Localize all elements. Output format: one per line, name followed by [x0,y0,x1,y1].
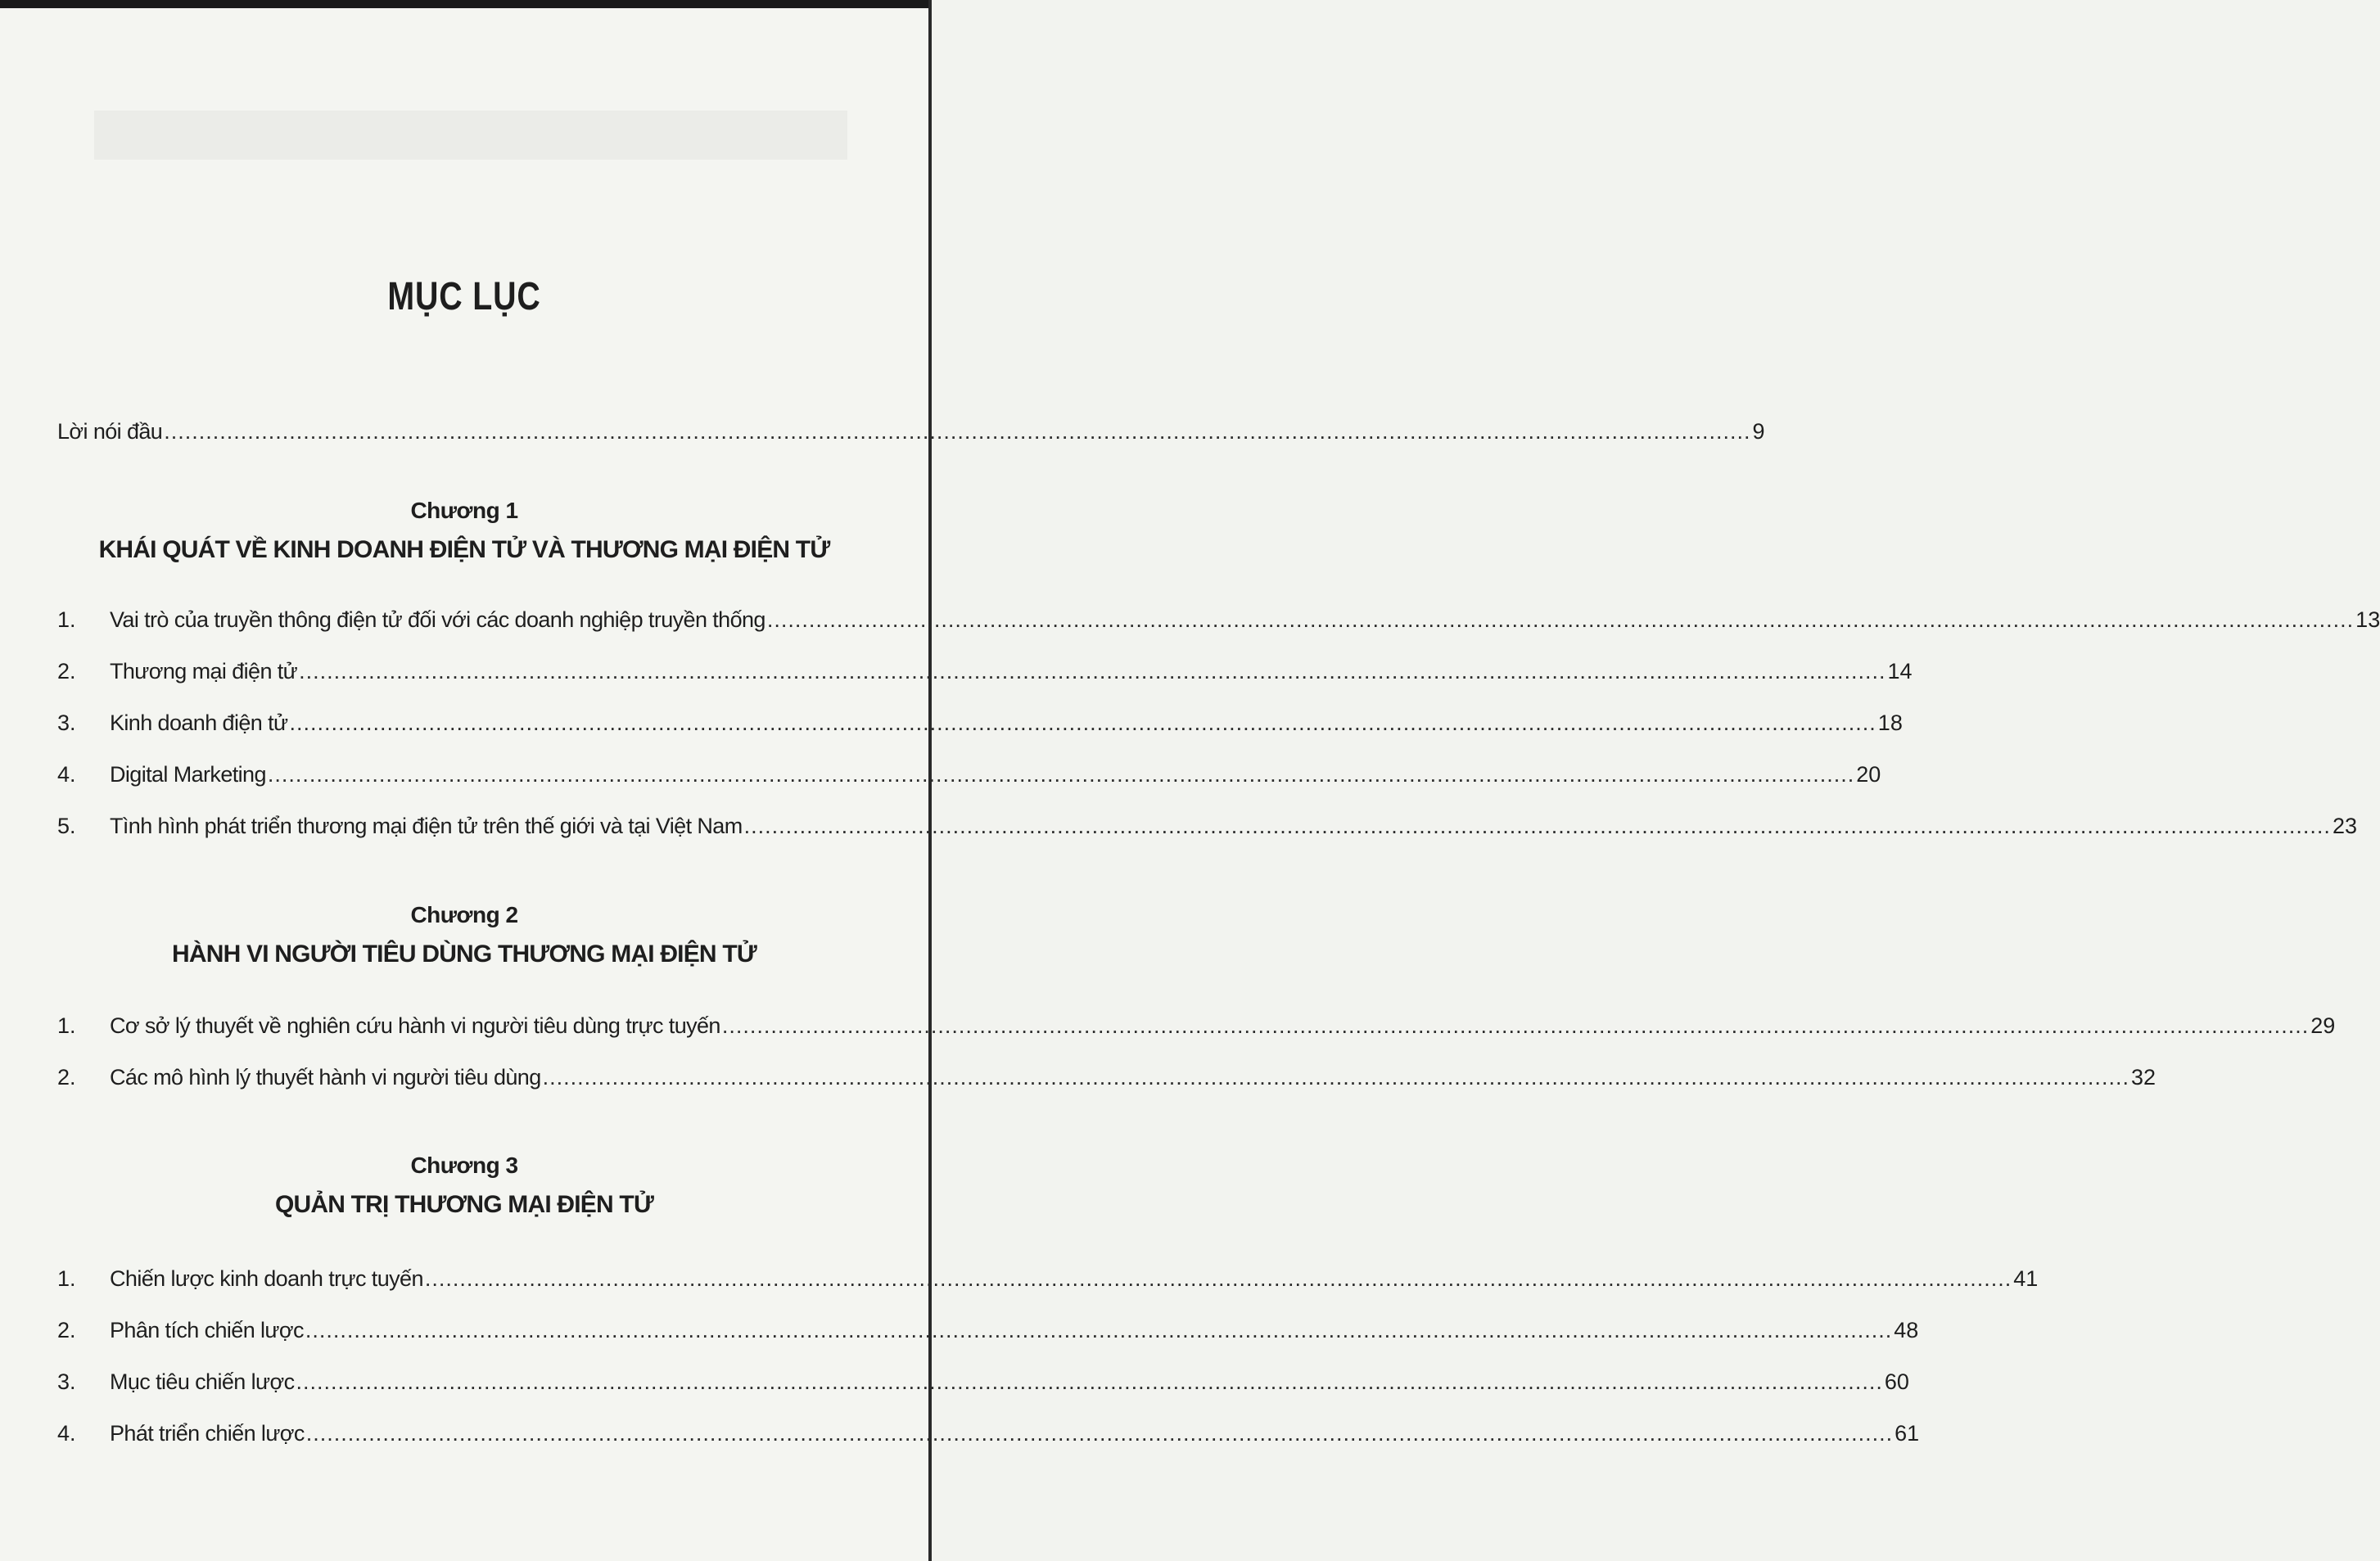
toc-entry-preface[interactable] [57,417,1765,445]
toc-entry-label: Tình hình phát triển thương mại điện tử trên thế giới và tại Việt Nam [110,814,743,838]
toc-entry-page: 23 [2332,814,2357,838]
toc-entry-page: 29 [2310,1013,2336,1038]
leader-dots: .................................................................................................................................................................................................................................... [289,711,1876,735]
toc-entry-label: Vai trò của truyền thông điện tử đối với các doanh nghiệp truyền thống [110,607,765,632]
toc-entry-label: Phát triển chiến lược [110,1421,305,1446]
leader-dots: .................................................................................................................................................................................................................................... [299,659,1886,684]
page-top-edge [0,0,932,8]
toc-entry-number: 2. [57,1065,76,1090]
book-page [0,8,2380,1561]
toc-entry-label: Cơ sở lý thuyết về nghiên cứu hành vi người tiêu dùng trực tuyến [110,1013,720,1038]
leader-dots: .................................................................................................................................................................................................................................... [424,1266,2012,1291]
toc-entry-number: 5. [57,814,76,838]
toc-entry[interactable] [57,1419,1920,1447]
toc-entry-number: 1. [57,1013,76,1038]
chapter-2-label: Chương 2 [410,902,518,927]
toc-entry-page: 20 [1856,762,1881,787]
leader-dots: .................................................................................................................................................................................................................................... [305,1318,1893,1342]
chapter-3-label: Chương 3 [410,1153,518,1178]
leader-dots: .................................................................................................................................................................................................................................... [267,762,1855,787]
toc-entry[interactable] [57,1012,2336,1040]
toc-entry-number: 1. [57,1266,76,1291]
show-through-header-band [94,111,847,160]
toc-entry-page: 18 [1877,711,1903,735]
toc-entry[interactable] [57,760,1881,788]
toc-entry-label: Lời nói đầu [57,419,163,444]
toc-entry-label: Thương mại điện tử [110,659,298,684]
chapter-2-title: HÀNH VI NGƯỜI TIÊU DÙNG THƯƠNG MẠI ĐIỆN TỬ [172,941,756,968]
chapter-3-title: QUẢN TRỊ THƯƠNG MẠI ĐIỆN TỬ [274,1191,654,1218]
toc-entry-page: 41 [2013,1266,2039,1291]
toc-entry-number: 1. [57,607,76,632]
toc-entry[interactable] [57,709,1903,737]
leader-dots: .................................................................................................................................................................................................................................... [743,814,2331,838]
toc-entry-number: 2. [57,1318,76,1342]
toc-entry[interactable] [57,657,1913,685]
toc-entry-page: 61 [1895,1421,1920,1446]
toc-entry-label: Digital Marketing [110,762,266,787]
toc-entry-label: Phân tích chiến lược [110,1318,304,1342]
toc-entry-label: Kinh doanh điện tử [110,711,288,735]
leader-dots: .................................................................................................................................................................................................................................... [721,1013,2310,1038]
chapter-1-label: Chương 1 [410,498,518,523]
toc-entry-page: 48 [1894,1318,1919,1342]
toc-entry[interactable] [57,606,2380,634]
toc-entry[interactable] [57,1316,1919,1344]
toc-entry-number: 4. [57,762,76,787]
toc-entry-number: 3. [57,711,76,735]
toc-entry[interactable] [57,1265,2039,1293]
toc-entry[interactable] [57,1063,2156,1091]
leader-dots: .................................................................................................................................................................................................................................... [296,1369,1883,1394]
toc-entry-page: 32 [2130,1065,2156,1090]
toc-entry-page: 60 [1884,1369,1909,1394]
toc-entry-label: Chiến lược kinh doanh trực tuyến [110,1266,423,1291]
toc-entry-number: 4. [57,1421,76,1446]
leader-dots: .................................................................................................................................................................................................................................... [305,1421,1894,1446]
toc-entry-page: 9 [1752,419,1765,444]
toc-entry-page: 14 [1887,659,1913,684]
toc-entry-label: Các mô hình lý thuyết hành vi người tiêu dùng [110,1065,541,1090]
toc-entry-page: 13 [2355,607,2380,632]
toc-entry[interactable] [57,1368,1909,1396]
toc-entry-number: 3. [57,1369,76,1394]
toc-entry-label: Mục tiêu chiến lược [110,1369,295,1394]
leader-dots: .................................................................................................................................................................................................................................... [766,607,2355,632]
leader-dots: .................................................................................................................................................................................................................................... [164,419,1751,444]
toc-entry-number: 2. [57,659,76,684]
toc-entry[interactable] [57,812,2357,840]
leader-dots: .................................................................................................................................................................................................................................... [542,1065,2129,1090]
chapter-1-title: KHÁI QUÁT VỀ KINH DOANH ĐIỆN TỬ VÀ THƯƠNG MẠI ĐIỆN TỬ [98,536,830,563]
page-title: MỤC LỤC [387,275,541,318]
